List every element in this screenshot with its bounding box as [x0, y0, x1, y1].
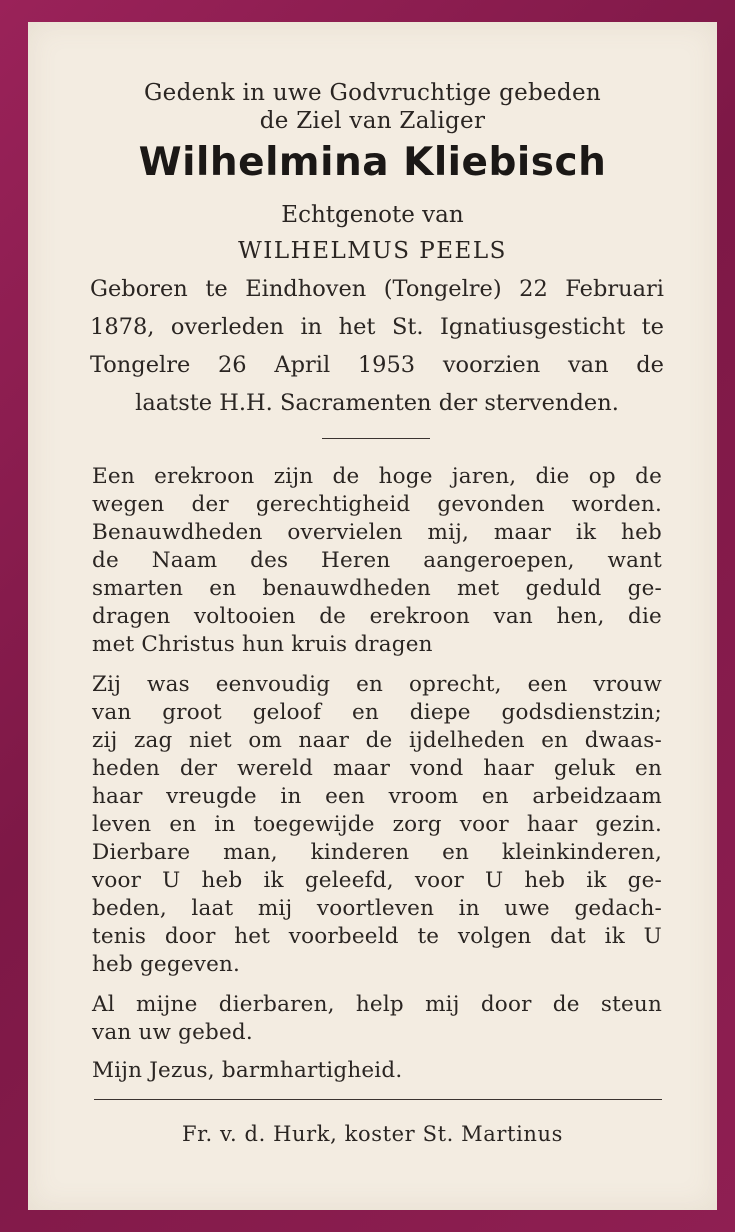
paragraph2-line: Zij was eenvoudig en oprecht, een vrouw: [92, 672, 662, 697]
paragraph1-line: de Naam des Heren aangeroepen, want: [92, 548, 662, 573]
printer-credit: Fr. v. d. Hurk, koster St. Martinus: [181, 1122, 564, 1146]
intro-line-1: Gedenk in uwe Godvruchtige gebeden: [144, 80, 601, 106]
paragraph2-line: beden, laat mij voortleven in uwe gedach-: [92, 896, 662, 921]
paragraph3-line: van uw gebed.: [92, 1020, 253, 1045]
short-divider: [322, 438, 430, 439]
birth-line-4: laatste H.H. Sacramenten der stervenden.: [135, 390, 619, 416]
paragraph2-line: leven en in toegewijde zorg voor haar gezin.: [92, 812, 662, 837]
deceased-name: Wilhelmina Kliebisch: [138, 140, 607, 185]
closing-prayer: Mijn Jezus, barmhartigheid.: [92, 1058, 403, 1083]
spouse-label: Echtgenote van: [281, 202, 464, 228]
birth-line-3: Tongelre 26 April 1953 voorzien van de: [90, 352, 664, 378]
memorial-card: [28, 22, 717, 1210]
long-divider: [94, 1099, 662, 1100]
paragraph2-line: heb gegeven.: [92, 952, 241, 977]
paragraph1-line: dragen voltooien de erekroon van hen, die: [92, 604, 662, 629]
paragraph2-line: zij zag niet om naar de ijdelheden en dwaas-: [92, 728, 662, 753]
paragraph2-line: haar vreugde in een vroom en arbeidzaam: [92, 784, 662, 809]
birth-line-2: 1878, overleden in het St. Ignatiusgesticht te: [90, 314, 664, 340]
paragraph1-line: wegen der gerechtigheid gevonden worden.: [92, 492, 662, 517]
paragraph1-line: Benauwdheden overvielen mij, maar ik heb: [92, 520, 662, 545]
paragraph2-line: Dierbare man, kinderen en kleinkinderen,: [92, 840, 662, 865]
paragraph1-line: smarten en benauwdheden met geduld ge-: [92, 576, 662, 601]
paragraph2-line: tenis door het voorbeeld te volgen dat ik U: [92, 924, 662, 949]
paragraph2-line: heden der wereld maar vond haar geluk en: [92, 756, 662, 781]
birth-line-1: Geboren te Eindhoven (Tongelre) 22 Februari: [90, 276, 664, 302]
paragraph2-line: voor U heb ik geleefd, voor U heb ik ge-: [92, 868, 662, 893]
paragraph2-line: van groot geloof en diepe godsdienstzin;: [92, 700, 662, 725]
paragraph1-line: Een erekroon zijn de hoge jaren, die op de: [92, 464, 662, 489]
paragraph3-line: Al mijne dierbaren, help mij door de steun: [92, 992, 662, 1017]
spouse-name: WILHELMUS PEELS: [238, 238, 507, 264]
intro-line-2: de Ziel van Zaliger: [259, 108, 486, 134]
paragraph1-line: met Christus hun kruis dragen: [92, 632, 433, 657]
